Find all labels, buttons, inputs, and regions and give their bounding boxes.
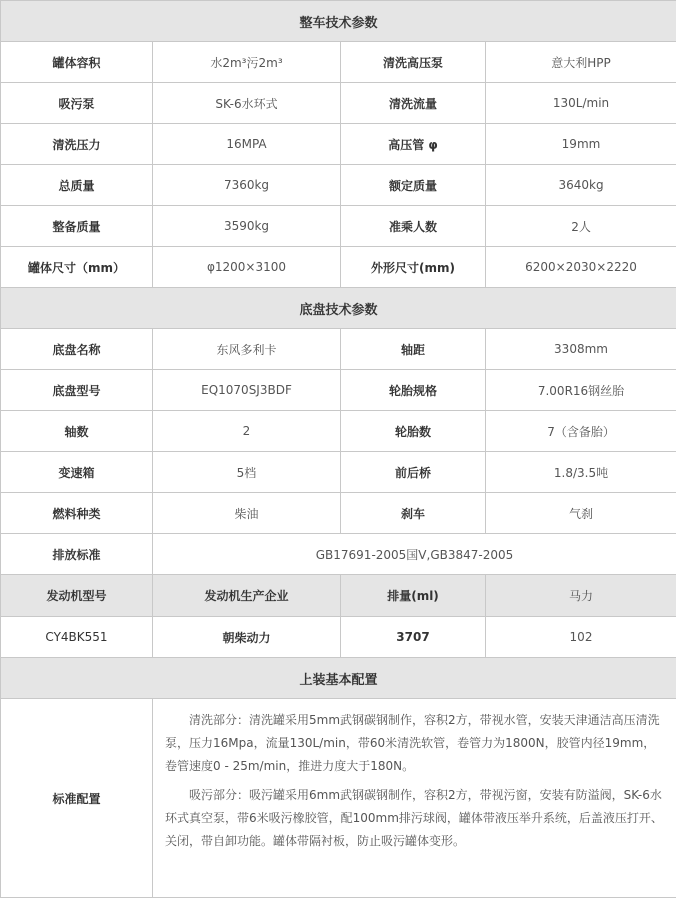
section-header-vehicle [1,1,676,42]
engine-model-header: 发动机型号 [1,575,153,617]
param-label: 罐体尺寸（mm） [1,247,153,288]
table-row [1,247,676,288]
param-value: 3308mm [486,329,676,370]
table-row [1,42,676,83]
param-value: 东风多利卡 [153,329,341,370]
section-title-chassis: 底盘技术参数 [1,288,676,329]
section-title-vehicle: 整车技术参数 [1,1,676,42]
param-label: 吸污泵 [1,83,153,124]
param-label: 高压管 φ [341,124,486,165]
param-value: 6200×2030×2220 [486,247,676,288]
engine-power-header: 马力 [486,575,676,617]
param-label: 轴距 [341,329,486,370]
param-label: 变速箱 [1,452,153,493]
param-value: 7.00R16钢丝胎 [486,370,676,411]
param-label: 轮胎规格 [341,370,486,411]
param-label: 整备质量 [1,206,153,247]
param-value: 2 [153,411,341,452]
param-value: 16MPA [153,124,341,165]
param-value: 19mm [486,124,676,165]
param-label: 罐体容积 [1,42,153,83]
config-label: 标准配置 [1,699,153,898]
table-row [1,493,676,534]
config-description [153,699,676,898]
section-header-config [1,658,676,699]
param-label: 前后桥 [341,452,486,493]
param-label: 轮胎数 [341,411,486,452]
param-value: 意大利HPP [486,42,676,83]
table-row [1,165,676,206]
config-paragraph-cleaning: 清洗部分：清洗罐采用5mm武钢碳钢制作，容积2方，带视水管，安装天津通洁高压清洗泵，压力16Mpa，流量130L/min，带60米清洗软管，卷管力为1800N，胶管内径19mm，卷管速度0 - 25m/min，推进力度大于180N。 [165,709,664,778]
param-value: 柴油 [153,493,341,534]
param-label: 清洗流量 [341,83,486,124]
param-label: 清洗高压泵 [341,42,486,83]
param-value: 水2m³污2m³ [153,42,341,83]
param-value: 2人 [486,206,676,247]
engine-displacement-header: 排量(ml) [341,575,486,617]
param-label: 底盘名称 [1,329,153,370]
param-label: 底盘型号 [1,370,153,411]
param-value: EQ1070SJ3BDF [153,370,341,411]
param-value: 1.8/3.5吨 [486,452,676,493]
config-row [1,699,676,898]
param-label: 刹车 [341,493,486,534]
engine-displacement-value: 3707 [341,617,486,658]
table-row [1,411,676,452]
param-label: 外形尺寸(mm) [341,247,486,288]
section-header-chassis [1,288,676,329]
param-label: 清洗压力 [1,124,153,165]
engine-power-value: 102 [486,617,676,658]
engine-model-value: CY4BK551 [1,617,153,658]
param-value: 7360kg [153,165,341,206]
table-row [1,206,676,247]
table-row [1,83,676,124]
engine-maker-value: 朝柴动力 [153,617,341,658]
engine-maker-header: 发动机生产企业 [153,575,341,617]
param-value: SK-6水环式 [153,83,341,124]
table-row-emission [1,534,676,575]
config-paragraph-suction: 吸污部分：吸污罐采用6mm武钢碳钢制作，容积2方，带视污窗，安装有防溢阀，SK-6水环式真空泵，带6米吸污橡胶管，配100mm排污球阀，罐体带液压举升系统，后盖液压打开、关闭，带自卸功能。罐体带隔衬板，防止吸污罐体变形。 [165,784,664,853]
param-value: 3640kg [486,165,676,206]
param-label: 准乘人数 [341,206,486,247]
table-row [1,124,676,165]
param-label: 燃料种类 [1,493,153,534]
param-label: 额定质量 [341,165,486,206]
table-row [1,329,676,370]
param-value: 7（含备胎） [486,411,676,452]
param-value: 130L/min [486,83,676,124]
param-label: 轴数 [1,411,153,452]
param-value: φ1200×3100 [153,247,341,288]
table-row [1,452,676,493]
engine-value-row [1,617,676,658]
param-label: 总质量 [1,165,153,206]
param-value: 3590kg [153,206,341,247]
param-value: 气刹 [486,493,676,534]
table-row [1,370,676,411]
engine-header-row [1,575,676,617]
section-title-config: 上装基本配置 [1,658,676,699]
param-value: 5档 [153,452,341,493]
emission-value: GB17691-2005国Ⅴ,GB3847-2005 [153,534,676,575]
emission-label: 排放标准 [1,534,153,575]
